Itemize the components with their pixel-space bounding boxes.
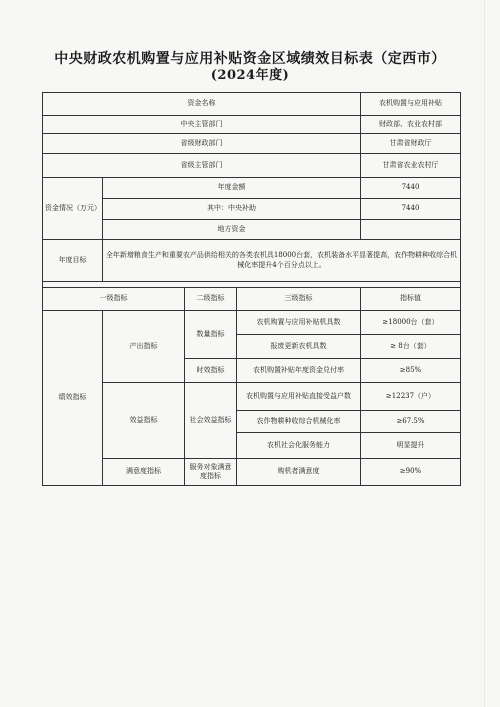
q1-name: 农机购置与应用补贴机具数 bbox=[237, 311, 361, 335]
fund-name-value: 农机购置与应用补贴 bbox=[361, 93, 461, 116]
t1-name: 农机购置补贴年度资金兑付率 bbox=[237, 359, 361, 383]
document-title: 中央财政农机购置与应用补贴资金区域绩效目标表（定西市） bbox=[54, 51, 446, 67]
sat1-name: 购机者满意度 bbox=[237, 459, 361, 486]
annual-goal-row bbox=[43, 240, 461, 282]
q1-value: ≥18000台（套） bbox=[361, 311, 461, 335]
fund-name-label: 资金名称 bbox=[43, 93, 361, 116]
page-edge-shadow bbox=[484, 0, 485, 707]
s3-name: 农机社会化服务能力 bbox=[237, 433, 361, 459]
q2-name: 报废更新农机具数 bbox=[237, 335, 361, 359]
s2-name: 农作物耕种收综合机械化率 bbox=[237, 411, 361, 433]
central-dept-value: 财政部、农业农村部 bbox=[361, 116, 461, 134]
sat1-value: ≥90% bbox=[361, 459, 461, 486]
prov-finance-label: 省级财政部门 bbox=[43, 134, 361, 154]
annual-amount-row bbox=[43, 178, 461, 199]
s3-value: 明显提升 bbox=[361, 433, 461, 459]
prov-finance-row bbox=[43, 134, 461, 154]
indicator-header-row bbox=[43, 288, 461, 311]
fund-situation-label: 资金情况（万元） bbox=[43, 178, 103, 240]
prov-dept-row bbox=[43, 154, 461, 178]
annual-goal-label: 年度目标 bbox=[43, 240, 103, 282]
s1-name: 农机购置与应用补贴直接受益户数 bbox=[237, 383, 361, 411]
s1-value: ≥12237（户） bbox=[361, 383, 461, 411]
quantity-indicator-label: 数量指标 bbox=[185, 311, 237, 359]
central-dept-row bbox=[43, 116, 461, 134]
indicator-row bbox=[43, 311, 461, 335]
local-funds-label: 地方资金 bbox=[103, 220, 361, 240]
header-level1: 一级指标 bbox=[43, 288, 185, 311]
performance-target-table bbox=[42, 92, 461, 486]
annual-amount-value: 7440 bbox=[361, 178, 461, 199]
service-satisfaction-label: 服务对象满意度指标 bbox=[185, 459, 237, 486]
s2-value: ≥67.5% bbox=[361, 411, 461, 433]
prov-dept-value: 甘肃省农业农村厅 bbox=[361, 154, 461, 178]
header-level2: 二级指标 bbox=[185, 288, 237, 311]
annual-goal-text: 全年新增粮食生产和重要农产品供给相关的各类农机具18000台套，农机装备水平显著提高，农作物耕种收综合机械化率提升4个百分点以上。 bbox=[103, 240, 461, 282]
indicator-row bbox=[43, 383, 461, 411]
annual-amount-label: 年度金额 bbox=[103, 178, 361, 199]
header-level3: 三级指标 bbox=[237, 288, 361, 311]
local-funds-value bbox=[361, 220, 461, 240]
output-indicator-label: 产出指标 bbox=[103, 311, 185, 383]
central-dept-label: 中央主管部门 bbox=[43, 116, 361, 134]
document-year: (2024年度) bbox=[210, 68, 290, 83]
prov-dept-label: 省级主管部门 bbox=[43, 154, 361, 178]
header-value: 指标值 bbox=[361, 288, 461, 311]
central-subsidy-row bbox=[43, 199, 461, 220]
central-subsidy-value: 7440 bbox=[361, 199, 461, 220]
q2-value: ≥ 8台（套） bbox=[361, 335, 461, 359]
satisfaction-indicator-label: 满意度指标 bbox=[103, 459, 185, 486]
fund-name-row bbox=[43, 93, 461, 116]
social-indicator-label: 社会效益指标 bbox=[185, 383, 237, 459]
t1-value: ≥85% bbox=[361, 359, 461, 383]
timeliness-indicator-label: 时效指标 bbox=[185, 359, 237, 383]
perf-indicator-label: 绩效指标 bbox=[43, 311, 103, 486]
indicator-row bbox=[43, 459, 461, 486]
central-subsidy-label: 其中：中央补助 bbox=[103, 199, 361, 220]
benefit-indicator-label: 效益指标 bbox=[103, 383, 185, 459]
local-funds-row bbox=[43, 220, 461, 240]
prov-finance-value: 甘肃省财政厅 bbox=[361, 134, 461, 154]
